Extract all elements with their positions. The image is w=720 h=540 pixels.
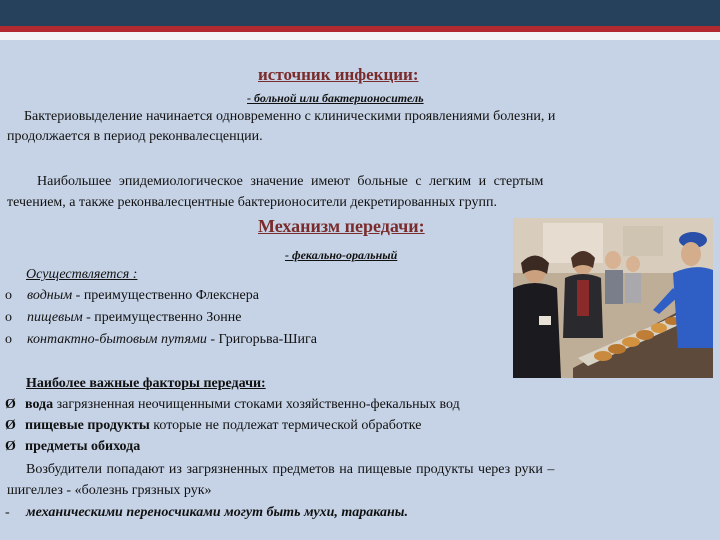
mechanism-title: Механизм передачи: [258,216,425,236]
routes-heading: Осуществляется : [26,267,138,282]
infection-source-subtitle: - больной или бактерионоситель [247,91,424,105]
closing-line2: шигеллез - «болезнь грязных рук» [7,483,212,498]
closing-line3: механическими переносчиками могут быть мухи, тараканы. [26,505,408,520]
factor-water: вода загрязненная неочищенными стоками хозяйственно-фекальных вод [25,397,460,412]
factor-household: предметы обихода [25,439,141,454]
closing-dash: - [5,505,10,520]
route-item-water: водным - преимущественно Флекснера [27,288,259,303]
infection-source-title: источник инфекции: [258,65,419,84]
factor-food: пищевые продукты которые не подлежат термической обработке [25,418,422,433]
arrow-bullet-icon: Ø [5,418,16,433]
mechanism-subtitle: - фекально-оральный [285,248,398,262]
factors-heading: Наиболее важные факторы передачи: [26,376,266,391]
header-band-dark [0,0,720,26]
closing-line1: Возбудители попадают из загрязненных предметов на пищевые продукты через руки – [26,462,555,477]
route-bullet: o [5,332,12,347]
cafeteria-photo [513,218,713,378]
para2-line2: течением, а также реконвалесцентные бактерионосители декретированных групп. [7,195,497,210]
arrow-bullet-icon: Ø [5,397,16,412]
arrow-bullet-icon: Ø [5,439,16,454]
route-item-contact: контактно-бытовым путями - Григорьва-Шига [27,332,317,347]
route-bullet: o [5,310,12,325]
header-band-light [0,32,720,40]
para1-line1: Бактериовыделение начинается одновременно с клиническими проявлениями болезни, и [24,109,556,124]
para2-line1: Наибольшее эпидемиологическое значение имеют больные с легким и стертым [37,174,544,189]
para1-line2: продолжается в период реконвалесценции. [7,129,263,144]
route-item-food: пищевым - преимущественно Зонне [27,310,242,325]
route-bullet: o [5,288,12,303]
